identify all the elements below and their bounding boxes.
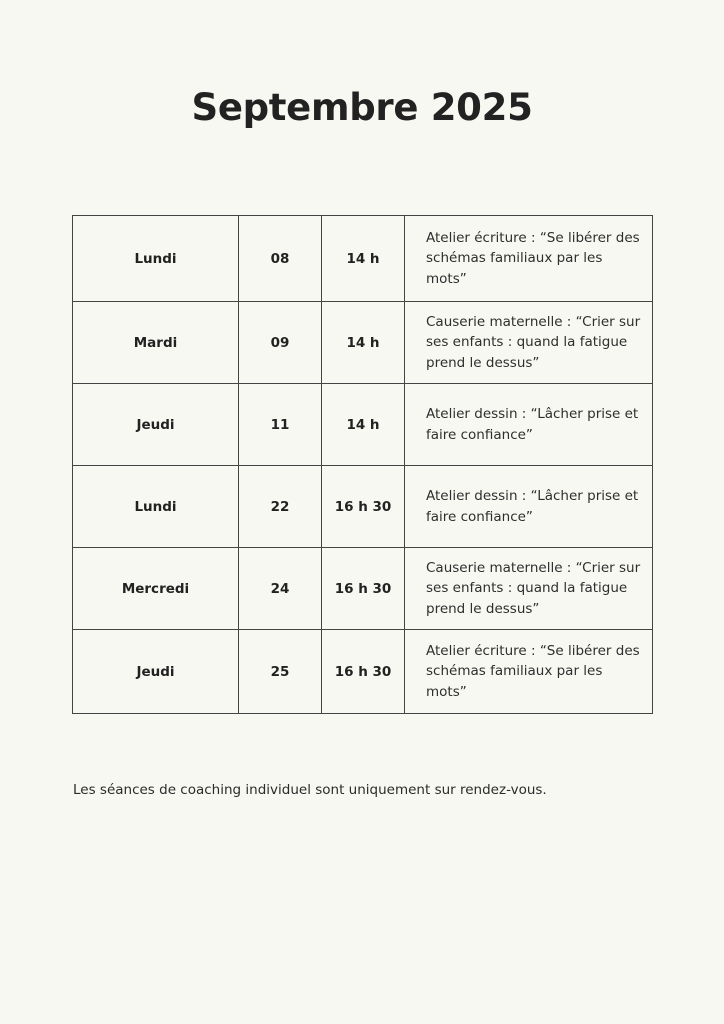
footer-note: Les séances de coaching individuel sont uniquement sur rendez-vous. — [73, 782, 547, 798]
day-cell: Jeudi — [73, 630, 239, 714]
date-cell: 09 — [239, 302, 322, 384]
day-cell: Lundi — [73, 466, 239, 548]
event-cell: Causerie maternelle : “Crier sur ses enfants : quand la fatigue prend le dessus” — [405, 302, 653, 384]
time-cell: 16 h 30 — [322, 466, 405, 548]
date-cell: 11 — [239, 384, 322, 466]
date-cell: 24 — [239, 548, 322, 630]
date-cell: 22 — [239, 466, 322, 548]
day-cell: Mercredi — [73, 548, 239, 630]
event-cell: Atelier dessin : “Lâcher prise et faire confiance” — [405, 384, 653, 466]
page-title: Septembre 2025 — [191, 86, 533, 129]
date-cell: 25 — [239, 630, 322, 714]
time-cell: 14 h — [322, 384, 405, 466]
schedule-table — [72, 215, 653, 714]
date-cell: 08 — [239, 216, 322, 302]
table-row — [73, 630, 653, 714]
day-cell: Lundi — [73, 216, 239, 302]
time-cell: 16 h 30 — [322, 548, 405, 630]
event-cell: Atelier écriture : “Se libérer des schémas familiaux par les mots” — [405, 216, 653, 302]
event-cell: Atelier dessin : “Lâcher prise et faire confiance” — [405, 466, 653, 548]
table-row — [73, 302, 653, 384]
event-cell: Atelier écriture : “Se libérer des schémas familiaux par les mots” — [405, 630, 653, 714]
time-cell: 14 h — [322, 302, 405, 384]
day-cell: Mardi — [73, 302, 239, 384]
time-cell: 16 h 30 — [322, 630, 405, 714]
time-cell: 14 h — [322, 216, 405, 302]
table-row — [73, 466, 653, 548]
event-cell: Causerie maternelle : “Crier sur ses enfants : quand la fatigue prend le dessus” — [405, 548, 653, 630]
table-row — [73, 548, 653, 630]
day-cell: Jeudi — [73, 384, 239, 466]
table-row — [73, 384, 653, 466]
table-row — [73, 216, 653, 302]
